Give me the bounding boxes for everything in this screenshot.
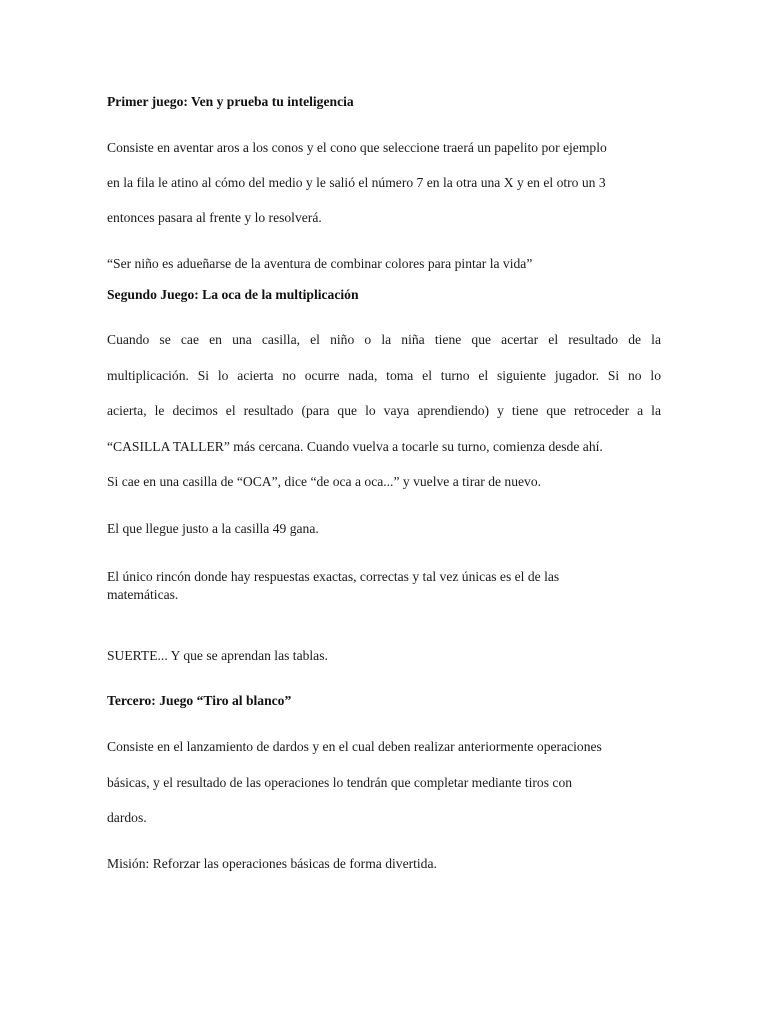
paragraph-line: Consiste en aventar aros a los conos y el cono que seleccione traerá un papelito por ejemplo	[107, 140, 607, 155]
paragraph-line: básicas, y el resultado de las operaciones lo tendrán que completar mediante tiros con	[107, 775, 573, 790]
section-heading-segundo-juego: Segundo Juego: La oca de la multiplicación	[107, 287, 359, 302]
section-heading-tercero: Tercero: Juego “Tiro al blanco”	[107, 693, 292, 708]
paragraph-line: acierta, le decimos el resultado (para que lo vaya aprendiendo) y tiene que retroceder a la	[107, 403, 661, 418]
paragraph-line: en la fila le atino al cómo del medio y le salió el número 7 en la otra una X y en el otro un 3	[107, 175, 606, 190]
paragraph-line: Cuando se cae en una casilla, el niño o la niña tiene que acertar el resultado de la	[107, 332, 661, 347]
paragraph-line: El único rincón donde hay respuestas exactas, correctas y tal vez únicas es el de las	[107, 569, 560, 584]
paragraph-line: “CASILLA TALLER” más cercana. Cuando vuelva a tocarle su turno, comienza desde ahí.	[107, 439, 603, 454]
paragraph-line: dardos.	[107, 810, 147, 825]
section-heading-primer-juego: Primer juego: Ven y prueba tu inteligencia	[107, 94, 354, 109]
paragraph-line: entonces pasara al frente y lo resolverá.	[107, 210, 322, 225]
paragraph-line: El que llegue justo a la casilla 49 gana.	[107, 521, 319, 536]
paragraph-line: multiplicación. Si lo acierta no ocurre nada, toma el turno el siguiente jugador. Si no lo	[107, 368, 661, 383]
paragraph-line: Consiste en el lanzamiento de dardos y en el cual deben realizar anteriormente operaciones	[107, 739, 602, 754]
paragraph-line: matemáticas.	[107, 587, 179, 602]
paragraph-line: Si cae en una casilla de “OCA”, dice “de oca a oca...” y vuelve a tirar de nuevo.	[107, 474, 542, 489]
paragraph-line: Misión: Reforzar las operaciones básicas de forma divertida.	[107, 856, 437, 871]
quote-line: “Ser niño es adueñarse de la aventura de combinar colores para pintar la vida”	[107, 256, 533, 271]
paragraph-line: SUERTE... Y que se aprendan las tablas.	[107, 648, 328, 663]
